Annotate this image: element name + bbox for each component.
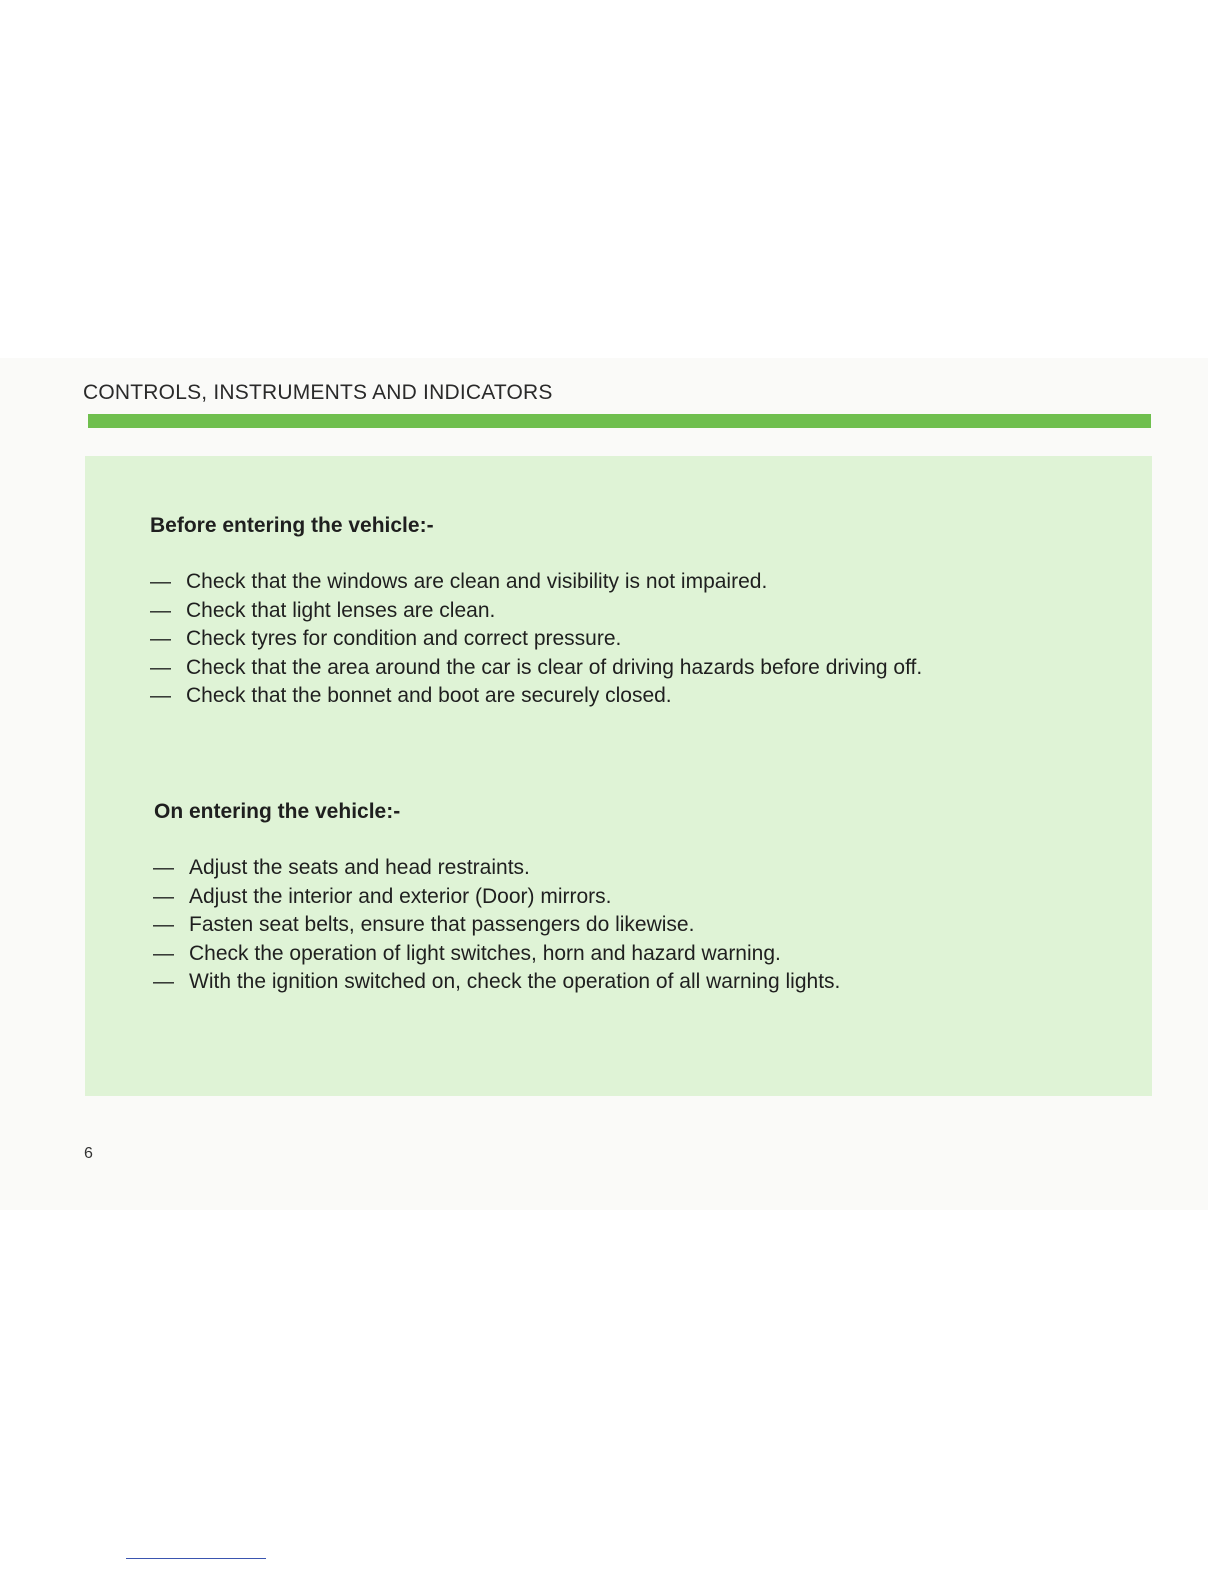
dash-bullet: — bbox=[153, 913, 174, 936]
list-item bbox=[153, 854, 840, 883]
on-entering-heading: On entering the vehicle:- bbox=[154, 800, 401, 823]
list-item-text: Fasten seat belts, ensure that passengers do likewise. bbox=[189, 913, 695, 936]
list-item bbox=[150, 568, 922, 597]
list-item bbox=[150, 654, 922, 683]
dash-bullet: — bbox=[150, 627, 171, 650]
list-item-text: Check that light lenses are clean. bbox=[186, 598, 496, 622]
dash-bullet: — bbox=[150, 598, 171, 622]
list-item bbox=[153, 940, 840, 969]
page-number: 6 bbox=[84, 1145, 93, 1162]
section-title: CONTROLS, INSTRUMENTS AND INDICATORS bbox=[83, 381, 553, 404]
list-item-text: With the ignition switched on, check the operation of all warning lights. bbox=[189, 970, 841, 993]
list-item bbox=[150, 682, 922, 711]
list-item-text: Check the operation of light switches, horn and hazard warning. bbox=[189, 941, 781, 965]
on-entering-list bbox=[153, 854, 840, 997]
list-item bbox=[153, 911, 840, 940]
list-item bbox=[153, 883, 840, 912]
list-item-text: Check that the windows are clean and visibility is not impaired. bbox=[186, 570, 768, 593]
list-item-text: Check tyres for condition and correct pressure. bbox=[186, 627, 622, 650]
list-item-text: Check that the area around the car is clear of driving hazards before driving off. bbox=[186, 655, 923, 679]
before-entering-heading: Before entering the vehicle:- bbox=[150, 514, 434, 537]
dash-bullet: — bbox=[150, 655, 171, 679]
list-item bbox=[153, 968, 840, 997]
checklist-panel bbox=[85, 456, 1152, 1096]
green-divider bbox=[88, 414, 1151, 428]
list-item-text: Check that the bonnet and boot are securely closed. bbox=[186, 684, 672, 707]
dash-bullet: — bbox=[153, 856, 174, 879]
list-item-text: Adjust the interior and exterior (Door) mirrors. bbox=[189, 884, 612, 908]
list-item-text: Adjust the seats and head restraints. bbox=[189, 856, 530, 879]
before-entering-list bbox=[150, 568, 922, 711]
dash-bullet: — bbox=[150, 570, 171, 593]
list-item bbox=[150, 597, 922, 626]
footer-rule bbox=[126, 1558, 266, 1559]
dash-bullet: — bbox=[153, 941, 174, 965]
dash-bullet: — bbox=[153, 884, 174, 908]
list-item bbox=[150, 625, 922, 654]
dash-bullet: — bbox=[150, 684, 171, 707]
dash-bullet: — bbox=[153, 970, 174, 993]
